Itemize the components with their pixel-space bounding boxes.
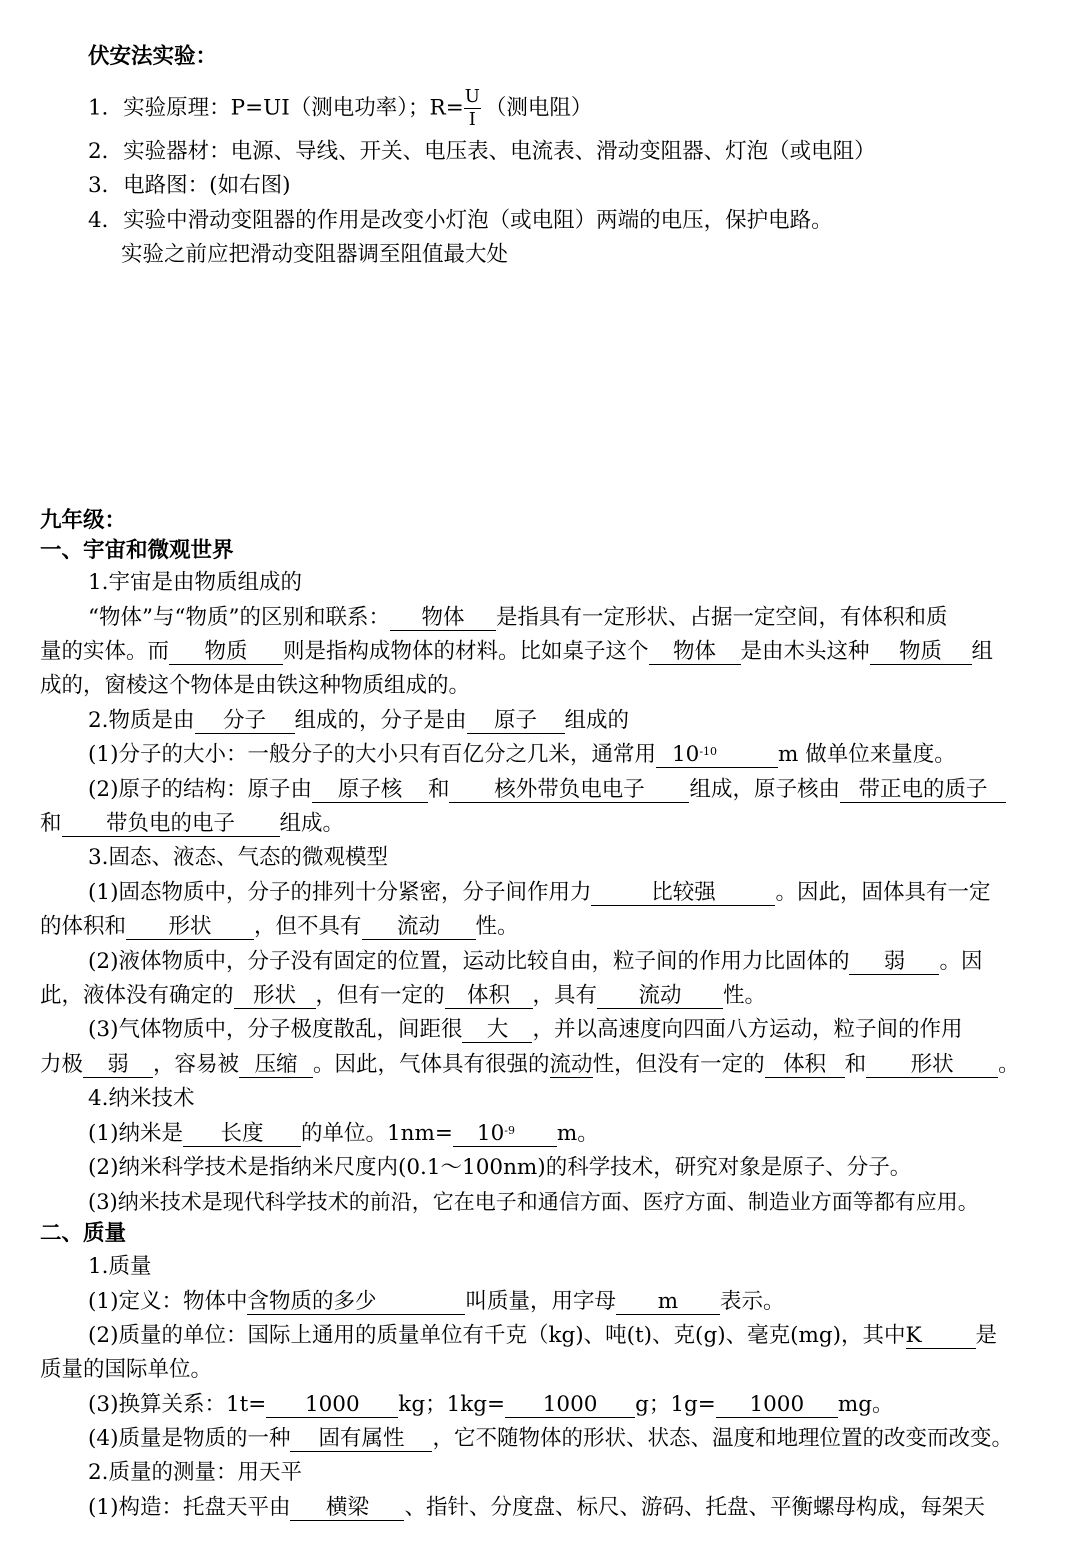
fill-in-answer: 比较强 <box>591 881 775 906</box>
fill-in-answer: 压缩 <box>239 1053 313 1078</box>
fuan-point-4-note: 实验之前应把滑动变阻器调至阻值最大处 <box>121 242 509 267</box>
fill-in-answer: 形状 <box>126 915 254 940</box>
text-line <box>40 637 993 667</box>
fill-in-answer: 弱 <box>83 1053 153 1078</box>
text-line <box>88 1424 1013 1454</box>
fill-in-answer: $10^{-10}$ <box>656 743 778 768</box>
text-segment: 和 <box>844 1052 867 1077</box>
text-segment: 和 <box>40 811 62 836</box>
text-segment: (1)纳米是 <box>88 1121 183 1146</box>
text-line: (2)纳米科学技术是指纳米尺度内(0.1～100nm)的科学技术，研究对象是原子、分子。 <box>88 1155 912 1180</box>
text-segment: m。 <box>556 1121 599 1146</box>
text-line <box>88 947 982 977</box>
fill-in-answer: 大 <box>462 1018 532 1043</box>
text-segment: ，并以高速度向四面八方运动，粒子间的作用 <box>532 1017 963 1042</box>
text-line <box>40 809 344 839</box>
text-segment: （测电阻） <box>484 95 593 121</box>
text-segment: 10 <box>671 742 700 767</box>
text-segment: 此，液体没有确定的 <box>40 983 234 1008</box>
text-segment: 性，但没有一定的 <box>592 1052 765 1077</box>
fill-in-answer: 形状 <box>234 984 316 1009</box>
text-segment: (3)换算关系：1t= <box>88 1392 267 1417</box>
text-segment: I <box>468 109 476 130</box>
fill-in-answer: 长度 <box>183 1122 301 1147</box>
text-segment: 的体积和 <box>40 914 127 939</box>
text-segment: 流动 <box>549 1052 593 1077</box>
fill-in-answer: 物质 <box>870 640 972 665</box>
fill-in-answer: 弱 <box>849 950 939 975</box>
fuan-point-2: 2．实验器材：电源、导线、开关、电压表、电流表、滑动变阻器、灯泡（或电阻） <box>88 139 876 164</box>
text-segment: ，容易被 <box>153 1052 240 1077</box>
text-segment: 组成，原子核由 <box>689 777 840 802</box>
text-line <box>40 1050 1020 1080</box>
text-line <box>88 1390 893 1420</box>
text-line <box>88 740 956 770</box>
text-segment: 1．实验原理：P=UI（测电功率）；R= <box>88 95 464 121</box>
section-2-heading: 二、质量 <box>40 1221 127 1246</box>
text-segment: 是由木头这种 <box>740 639 870 664</box>
text-segment: 2.物质是由 <box>88 708 195 733</box>
text-segment: “物体”与“物质”的区别和联系： <box>88 605 390 630</box>
text-line <box>88 878 990 908</box>
fill-in-answer: 原子核 <box>312 778 428 803</box>
text-segment: (2)原子的结构：原子由 <box>88 777 312 802</box>
text-segment: 。因 <box>939 949 983 974</box>
sub-1-4: 4.纳米技术 <box>88 1086 195 1111</box>
text-segment: (3)气体物质中，分子极度散乱，间距很 <box>88 1017 463 1042</box>
text-segment: g；1g= <box>635 1392 716 1417</box>
fill-in-answer: 带负电的电子 <box>62 812 280 837</box>
sub-1-3: 3.固态、液态、气态的微观模型 <box>88 845 389 870</box>
fill-in-answer: 1000 <box>266 1393 398 1418</box>
text-segment: 表示。 <box>719 1289 785 1314</box>
fill-in-answer: m <box>616 1290 720 1315</box>
section-1-heading: 一、宇宙和微观世界 <box>40 538 234 563</box>
text-segment: 量的实体。而 <box>40 639 170 664</box>
text-segment: 。因此，气体具有很强的 <box>313 1052 550 1077</box>
text-segment: 组成。 <box>279 811 345 836</box>
text-line: (3)纳米技术是现代科学技术的前沿，它在电子和通信方面、医疗方面、制造业方面等都有应用。 <box>88 1190 979 1214</box>
fill-in-answer: 物体 <box>649 640 741 665</box>
text-segment: 组成的 <box>564 708 630 733</box>
fuan-point-3: 3．电路图：(如右图) <box>88 173 291 198</box>
text-line <box>88 1321 997 1351</box>
text-segment: (1)构造：托盘天平由 <box>88 1495 291 1520</box>
fuan-point-4: 4．实验中滑动变阻器的作用是改变小灯泡（或电阻）两端的电压，保护电路。 <box>88 208 833 233</box>
fraction-u-over-i <box>464 88 481 129</box>
fill-in-answer: 体积 <box>765 1053 845 1078</box>
text-segment: 组成的，分子是由 <box>294 708 467 733</box>
sub-1-2 <box>88 706 629 736</box>
text-segment: 力极 <box>40 1052 84 1077</box>
fill-in-answer: 原子 <box>467 709 565 734</box>
text-segment: ，但有一定的 <box>315 983 445 1008</box>
text-segment: 。 <box>998 1052 1020 1077</box>
text-segment: 性。 <box>475 914 519 939</box>
text-segment: ，但不具有 <box>254 914 362 939</box>
text-segment: 叫质量，用字母 <box>465 1289 616 1314</box>
text-line: 成的，窗棱这个物体是由铁这种物质组成的。 <box>40 673 471 698</box>
text-segment: U <box>464 86 480 107</box>
text-line: 质量的国际单位。 <box>40 1357 213 1382</box>
text-segment: (2)质量的单位：国际上通用的质量单位有千克（kg)、吨(t)、克(g)、毫克(mg)，其中 <box>88 1323 906 1348</box>
text-line <box>40 912 519 942</box>
text-segment: 则是指构成物体的材料。比如桌子这个 <box>283 639 649 664</box>
fill-in-answer: $10^{-9}$ <box>453 1122 557 1147</box>
text-segment: mg。 <box>837 1392 894 1417</box>
fill-in-answer: 1000 <box>505 1393 635 1418</box>
text-line <box>88 1493 985 1523</box>
fill-in-answer: 物体 <box>390 606 496 631</box>
grade-title: 九年级： <box>40 508 127 533</box>
text-segment: kg；1kg= <box>398 1392 506 1417</box>
fuan-point-1 <box>88 88 592 129</box>
fill-in-answer: 流动 <box>362 915 476 940</box>
text-line <box>88 603 947 633</box>
text-segment: 的单位。1nm= <box>300 1121 453 1146</box>
text-segment: 性。 <box>723 983 767 1008</box>
fill-in-answer: 带正电的质子 <box>840 778 1006 803</box>
text-segment: ，具有 <box>532 983 598 1008</box>
sub-2-1: 1.质量 <box>88 1254 152 1279</box>
fill-in-answer: 物质 <box>169 640 283 665</box>
text-line <box>88 775 1006 805</box>
text-segment: 是指具有一定形状、占据一定空间，有体积和质 <box>495 605 948 630</box>
text-segment: 和 <box>427 777 450 802</box>
fill-in-answer: 流动 <box>597 984 723 1009</box>
fill-in-answer: 含物质的多少 <box>247 1290 465 1315</box>
fill-in-answer: 固有属性 <box>290 1427 432 1452</box>
text-segment: (4)质量是物质的一种 <box>88 1426 291 1451</box>
text-segment: 是 <box>975 1323 998 1348</box>
text-line <box>88 1119 599 1149</box>
text-segment: 10 <box>476 1121 505 1146</box>
fill-in-answer: 分子 <box>195 709 295 734</box>
fill-in-answer: 形状 <box>866 1053 998 1078</box>
text-segment: (1)固态物质中，分子的排列十分紧密，分子间作用力 <box>88 880 592 905</box>
text-line <box>88 1015 962 1045</box>
text-line <box>88 1287 785 1317</box>
fill-in-answer: 横梁 <box>290 1496 404 1521</box>
text-segment: (1)定义：物体中 <box>88 1289 248 1314</box>
text-segment: 、指针、分度盘、标尺、游码、托盘、平衡螺母构成，每架天 <box>404 1495 985 1520</box>
text-line <box>40 981 766 1011</box>
text-segment: 组 <box>971 639 994 664</box>
text-segment: (1)分子的大小：一般分子的大小只有百亿分之几米，通常用 <box>88 742 656 767</box>
text-segment: 。因此，固体具有一定 <box>775 880 991 905</box>
fuan-title: 伏安法实验： <box>88 44 218 69</box>
fill-in-answer: K <box>906 1324 976 1349</box>
sub-1-1: 1.宇宙是由物质组成的 <box>88 570 303 595</box>
text-segment: ，它不随物体的形状、状态、温度和地理位置的改变而改变。 <box>432 1426 1013 1451</box>
sub-2-2: 2.质量的测量：用天平 <box>88 1460 303 1485</box>
text-segment: m 做单位来量度。 <box>777 742 956 767</box>
text-segment: (2)液体物质中，分子没有固定的位置，运动比较自由，粒子间的作用力比固体的 <box>88 949 850 974</box>
fill-in-answer: 核外带负电电子 <box>449 778 689 803</box>
fill-in-answer: 1000 <box>716 1393 838 1418</box>
fill-in-answer: 体积 <box>445 984 533 1009</box>
